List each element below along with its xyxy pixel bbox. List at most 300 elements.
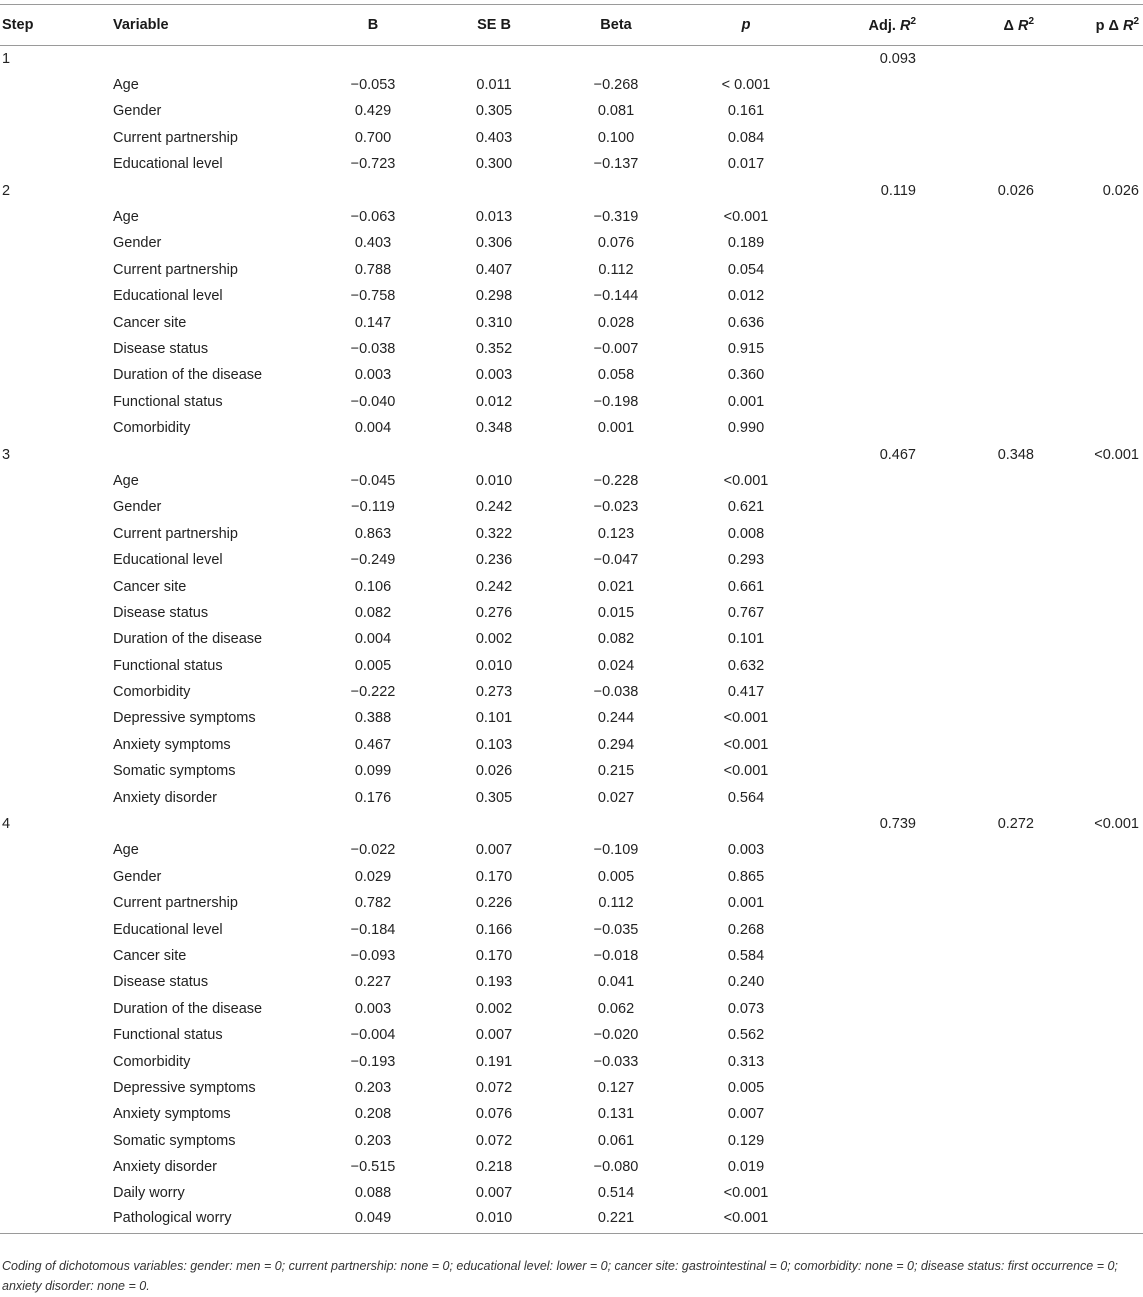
empty-cell [428, 441, 560, 467]
variable-name: Cancer site [113, 947, 187, 964]
beta-value: −0.268 [593, 77, 639, 94]
variable-name: Anxiety symptoms [113, 736, 231, 753]
variable-name: Anxiety disorder [113, 789, 217, 806]
table-row [0, 125, 1143, 151]
table-row [0, 283, 1143, 309]
empty-cell [820, 864, 920, 890]
step-row [0, 46, 1143, 72]
b-value: −0.022 [350, 842, 396, 859]
empty-cell [0, 336, 110, 362]
p-value: <0.001 [723, 209, 769, 226]
empty-cell [920, 1101, 1038, 1127]
table-row [0, 996, 1143, 1022]
header-p-label: p [741, 17, 751, 33]
variable-name: Gender [113, 235, 162, 252]
empty-cell [1038, 705, 1143, 731]
variable-name: Disease status [113, 604, 209, 621]
p-value: 0.293 [727, 552, 765, 569]
empty-cell [920, 283, 1038, 309]
se-b-value: 0.101 [475, 710, 513, 727]
variable-name: Disease status [113, 340, 209, 357]
variable-name: Educational level [113, 156, 223, 173]
empty-cell [0, 943, 110, 969]
b-value: −0.093 [350, 947, 396, 964]
header-row [0, 5, 1143, 46]
se-b-value: 0.007 [475, 1185, 513, 1202]
b-value: 0.782 [354, 895, 392, 912]
empty-cell [820, 415, 920, 441]
step-number: 2 [2, 182, 11, 199]
empty-cell [820, 626, 920, 652]
empty-cell [820, 204, 920, 230]
empty-cell [1038, 837, 1143, 863]
p-value: 0.915 [727, 340, 765, 357]
b-value: −0.193 [350, 1053, 396, 1070]
empty-cell [820, 890, 920, 916]
header-delta-r2-sup: 2 [1028, 16, 1034, 28]
variable-name: Duration of the disease [113, 1000, 263, 1017]
empty-cell [820, 521, 920, 547]
empty-cell [318, 46, 428, 72]
empty-cell [920, 1207, 1038, 1233]
empty-cell [820, 1022, 920, 1048]
se-b-value: 0.072 [475, 1079, 513, 1096]
beta-value: 0.244 [597, 710, 635, 727]
empty-cell [0, 151, 110, 177]
b-value: 0.203 [354, 1132, 392, 1149]
empty-cell [0, 679, 110, 705]
beta-value: 0.082 [597, 631, 635, 648]
table-row [0, 1180, 1143, 1206]
empty-cell [920, 626, 1038, 652]
b-value: 0.467 [354, 736, 392, 753]
empty-cell [0, 837, 110, 863]
table-row [0, 230, 1143, 256]
beta-value: 0.221 [597, 1209, 635, 1226]
empty-cell [1038, 1207, 1143, 1233]
table-row [0, 389, 1143, 415]
empty-cell [920, 1022, 1038, 1048]
empty-cell [0, 204, 110, 230]
empty-cell [0, 1207, 110, 1233]
empty-cell [920, 468, 1038, 494]
empty-cell [920, 1075, 1038, 1101]
header-delta-r2-var: R [1017, 17, 1029, 34]
header-p [672, 5, 820, 46]
empty-cell [0, 652, 110, 678]
b-value: 0.003 [354, 367, 392, 384]
step-row [0, 811, 1143, 837]
table-row [0, 1075, 1143, 1101]
empty-cell [920, 1048, 1038, 1074]
empty-cell [110, 811, 318, 837]
empty-cell [1038, 1154, 1143, 1180]
b-value: −0.063 [350, 209, 396, 226]
p-value: 0.360 [727, 367, 765, 384]
b-value: 0.099 [354, 763, 392, 780]
empty-cell [0, 362, 110, 388]
empty-cell [920, 732, 1038, 758]
se-b-value: 0.236 [475, 552, 513, 569]
step-number: 1 [2, 50, 11, 67]
empty-cell [0, 626, 110, 652]
empty-cell [318, 441, 428, 467]
empty-cell [920, 916, 1038, 942]
beta-value: −0.109 [593, 842, 639, 859]
empty-cell [1038, 1048, 1143, 1074]
b-value: −0.515 [350, 1159, 396, 1176]
empty-cell [0, 1075, 110, 1101]
empty-cell [1038, 996, 1143, 1022]
empty-cell [820, 309, 920, 335]
p-value: <0.001 [723, 1185, 769, 1202]
b-value: 0.863 [354, 525, 392, 542]
empty-cell [820, 705, 920, 731]
table-row [0, 151, 1143, 177]
table-row [0, 837, 1143, 863]
variable-name: Current partnership [113, 895, 238, 912]
p-value: 0.268 [727, 921, 765, 938]
empty-cell [1038, 151, 1143, 177]
variable-name: Duration of the disease [113, 367, 263, 384]
delta-r2-value: 0.272 [997, 816, 1034, 833]
beta-value: −0.144 [593, 288, 639, 305]
empty-cell [1038, 600, 1143, 626]
variable-name: Educational level [113, 552, 223, 569]
p-value: 0.019 [727, 1159, 765, 1176]
variable-name: Cancer site [113, 578, 187, 595]
empty-cell [110, 441, 318, 467]
empty-cell [318, 811, 428, 837]
variable-name: Somatic symptoms [113, 763, 236, 780]
empty-cell [1038, 547, 1143, 573]
empty-cell [0, 890, 110, 916]
header-delta-r2-prefix: Δ [1003, 17, 1018, 34]
table-row [0, 521, 1143, 547]
beta-value: 0.027 [597, 789, 635, 806]
empty-cell [0, 1128, 110, 1154]
beta-value: 0.061 [597, 1132, 635, 1149]
regression-table [0, 4, 1143, 1234]
se-b-value: 0.226 [475, 895, 513, 912]
empty-cell [820, 1207, 920, 1233]
empty-cell [820, 547, 920, 573]
table-row [0, 1207, 1143, 1233]
empty-cell [428, 811, 560, 837]
b-value: 0.208 [354, 1106, 392, 1123]
p-value: < 0.001 [721, 77, 771, 94]
variable-name: Comorbidity [113, 420, 191, 437]
beta-value: −0.018 [593, 947, 639, 964]
beta-value: −0.080 [593, 1159, 639, 1176]
table-row [0, 1154, 1143, 1180]
beta-value: 0.005 [597, 868, 635, 885]
header-step: Step [0, 5, 110, 46]
header-beta: Beta [560, 5, 672, 46]
empty-cell [1038, 521, 1143, 547]
table-row [0, 98, 1143, 124]
table-row [0, 494, 1143, 520]
empty-cell [820, 996, 920, 1022]
beta-value: 0.058 [597, 367, 635, 384]
beta-value: −0.033 [593, 1053, 639, 1070]
beta-value: −0.020 [593, 1027, 639, 1044]
beta-value: 0.024 [597, 657, 635, 674]
beta-value: 0.131 [597, 1106, 635, 1123]
empty-cell [1038, 230, 1143, 256]
empty-cell [820, 573, 920, 599]
table-row [0, 969, 1143, 995]
table-row [0, 890, 1143, 916]
empty-cell [0, 573, 110, 599]
p-value: 0.129 [727, 1132, 765, 1149]
empty-cell [920, 309, 1038, 335]
se-b-value: 0.166 [475, 921, 513, 938]
header-adj-r2-var: R [899, 17, 911, 34]
empty-cell [820, 916, 920, 942]
se-b-value: 0.273 [475, 684, 513, 701]
b-value: −0.222 [350, 684, 396, 701]
empty-cell [820, 758, 920, 784]
p-value: 0.313 [727, 1053, 765, 1070]
empty-cell [560, 177, 672, 203]
empty-cell [0, 996, 110, 1022]
p-value: 0.632 [727, 657, 765, 674]
empty-cell [920, 125, 1038, 151]
b-value: 0.147 [354, 314, 392, 331]
empty-cell [1038, 626, 1143, 652]
p-value: <0.001 [723, 763, 769, 780]
empty-cell [820, 125, 920, 151]
b-value: −0.038 [350, 340, 396, 357]
empty-cell [110, 46, 318, 72]
variable-name: Functional status [113, 657, 223, 674]
variable-name: Age [113, 209, 139, 226]
header-adj-r2-sup: 2 [910, 16, 916, 28]
p-value: 0.073 [727, 1000, 765, 1017]
table-row [0, 784, 1143, 810]
empty-cell [1038, 732, 1143, 758]
p-value: 0.003 [727, 842, 765, 859]
variable-name: Duration of the disease [113, 631, 263, 648]
empty-cell [920, 230, 1038, 256]
empty-cell [820, 1154, 920, 1180]
empty-cell [820, 1180, 920, 1206]
empty-cell [1038, 72, 1143, 98]
p-value: 0.636 [727, 314, 765, 331]
step-number: 3 [2, 446, 11, 463]
empty-cell [1038, 468, 1143, 494]
empty-cell [0, 600, 110, 626]
header-adj-r2 [820, 5, 920, 46]
table-row [0, 1128, 1143, 1154]
variable-name: Daily worry [113, 1185, 185, 1202]
se-b-value: 0.242 [475, 578, 513, 595]
se-b-value: 0.310 [475, 314, 513, 331]
p-value: 0.005 [727, 1079, 765, 1096]
empty-cell [920, 415, 1038, 441]
empty-cell [428, 177, 560, 203]
p-value: 0.101 [727, 631, 765, 648]
empty-cell [920, 652, 1038, 678]
empty-cell [920, 204, 1038, 230]
empty-cell [1038, 309, 1143, 335]
p-value: <0.001 [723, 1209, 769, 1226]
b-value: −0.184 [350, 921, 396, 938]
variable-name: Somatic symptoms [113, 1132, 236, 1149]
variable-name: Disease status [113, 974, 209, 991]
empty-cell [820, 230, 920, 256]
se-b-value: 0.007 [475, 1027, 513, 1044]
variable-name: Age [113, 472, 139, 489]
b-value: −0.045 [350, 472, 396, 489]
se-b-value: 0.407 [475, 261, 513, 278]
p-value: 0.008 [727, 525, 765, 542]
p-value: 0.001 [727, 393, 765, 410]
se-b-value: 0.218 [475, 1159, 513, 1176]
empty-cell [1038, 125, 1143, 151]
empty-cell [318, 177, 428, 203]
empty-cell [672, 177, 820, 203]
se-b-value: 0.076 [475, 1106, 513, 1123]
b-value: −0.004 [350, 1027, 396, 1044]
beta-value: 0.294 [597, 736, 635, 753]
empty-cell [920, 705, 1038, 731]
b-value: 0.227 [354, 974, 392, 991]
beta-value: 0.127 [597, 1079, 635, 1096]
beta-value: 0.215 [597, 763, 635, 780]
beta-value: 0.100 [597, 129, 635, 146]
b-value: 0.005 [354, 657, 392, 674]
b-value: 0.004 [354, 631, 392, 648]
variable-name: Age [113, 842, 139, 859]
b-value: 0.429 [354, 103, 392, 120]
b-value: 0.082 [354, 604, 392, 621]
p-value: 0.990 [727, 420, 765, 437]
variable-name: Depressive symptoms [113, 710, 256, 727]
table-row [0, 705, 1143, 731]
empty-cell [0, 784, 110, 810]
step-row [0, 441, 1143, 467]
b-value: 0.029 [354, 868, 392, 885]
beta-value: 0.112 [598, 895, 634, 912]
variable-name: Current partnership [113, 129, 238, 146]
b-value: 0.004 [354, 420, 392, 437]
empty-cell [820, 600, 920, 626]
variable-name: Depressive symptoms [113, 1079, 256, 1096]
beta-value: −0.198 [593, 393, 639, 410]
empty-cell [0, 732, 110, 758]
empty-cell [820, 494, 920, 520]
se-b-value: 0.276 [475, 604, 513, 621]
se-b-value: 0.002 [475, 1000, 513, 1017]
empty-cell [820, 336, 920, 362]
b-value: −0.249 [350, 552, 396, 569]
adj-r2-value: 0.739 [879, 816, 916, 833]
empty-cell [920, 943, 1038, 969]
empty-cell [920, 1128, 1038, 1154]
empty-cell [1038, 864, 1143, 890]
beta-value: 0.041 [597, 974, 635, 991]
empty-cell [920, 72, 1038, 98]
empty-cell [1038, 784, 1143, 810]
beta-value: 0.062 [597, 1000, 635, 1017]
se-b-value: 0.170 [475, 868, 513, 885]
empty-cell [920, 890, 1038, 916]
beta-value: −0.047 [593, 552, 639, 569]
variable-name: Educational level [113, 288, 223, 305]
empty-cell [820, 652, 920, 678]
empty-cell [672, 811, 820, 837]
empty-cell [920, 494, 1038, 520]
table-body [0, 46, 1143, 1234]
header-adj-r2-prefix: Adj. [868, 17, 900, 34]
empty-cell [1038, 98, 1143, 124]
beta-value: 0.112 [598, 261, 634, 278]
b-value: 0.403 [354, 235, 392, 252]
table-row [0, 362, 1143, 388]
empty-cell [920, 996, 1038, 1022]
variable-name: Cancer site [113, 314, 187, 331]
p-delta-r2-value [1038, 46, 1143, 72]
empty-cell [1038, 679, 1143, 705]
b-value: −0.053 [350, 77, 396, 94]
empty-cell [560, 811, 672, 837]
empty-cell [1038, 1101, 1143, 1127]
p-value: 0.621 [727, 499, 765, 516]
p-value: 0.240 [727, 974, 765, 991]
variable-name: Functional status [113, 393, 223, 410]
empty-cell [560, 441, 672, 467]
empty-cell [920, 969, 1038, 995]
empty-cell [0, 415, 110, 441]
beta-value: −0.023 [593, 499, 639, 516]
empty-cell [1038, 1075, 1143, 1101]
empty-cell [820, 72, 920, 98]
empty-cell [1038, 1022, 1143, 1048]
empty-cell [920, 758, 1038, 784]
empty-cell [920, 257, 1038, 283]
table-row [0, 652, 1143, 678]
se-b-value: 0.072 [475, 1132, 513, 1149]
empty-cell [0, 1180, 110, 1206]
b-value: 0.003 [354, 1000, 392, 1017]
empty-cell [820, 784, 920, 810]
table-row [0, 547, 1143, 573]
empty-cell [920, 600, 1038, 626]
se-b-value: 0.193 [475, 974, 513, 991]
empty-cell [920, 151, 1038, 177]
table-row [0, 1101, 1143, 1127]
empty-cell [0, 125, 110, 151]
empty-cell [1038, 362, 1143, 388]
se-b-value: 0.026 [475, 763, 513, 780]
table-row [0, 257, 1143, 283]
empty-cell [1038, 336, 1143, 362]
header-p-delta-r2 [1038, 5, 1143, 46]
beta-value: −0.038 [593, 684, 639, 701]
empty-cell [0, 72, 110, 98]
se-b-value: 0.322 [475, 525, 513, 542]
b-value: −0.723 [350, 156, 396, 173]
table-row [0, 468, 1143, 494]
se-b-value: 0.300 [475, 156, 513, 173]
variable-name: Comorbidity [113, 684, 191, 701]
table-row [0, 573, 1143, 599]
p-value: 0.007 [727, 1106, 765, 1123]
beta-value: 0.514 [597, 1185, 635, 1202]
empty-cell [0, 257, 110, 283]
